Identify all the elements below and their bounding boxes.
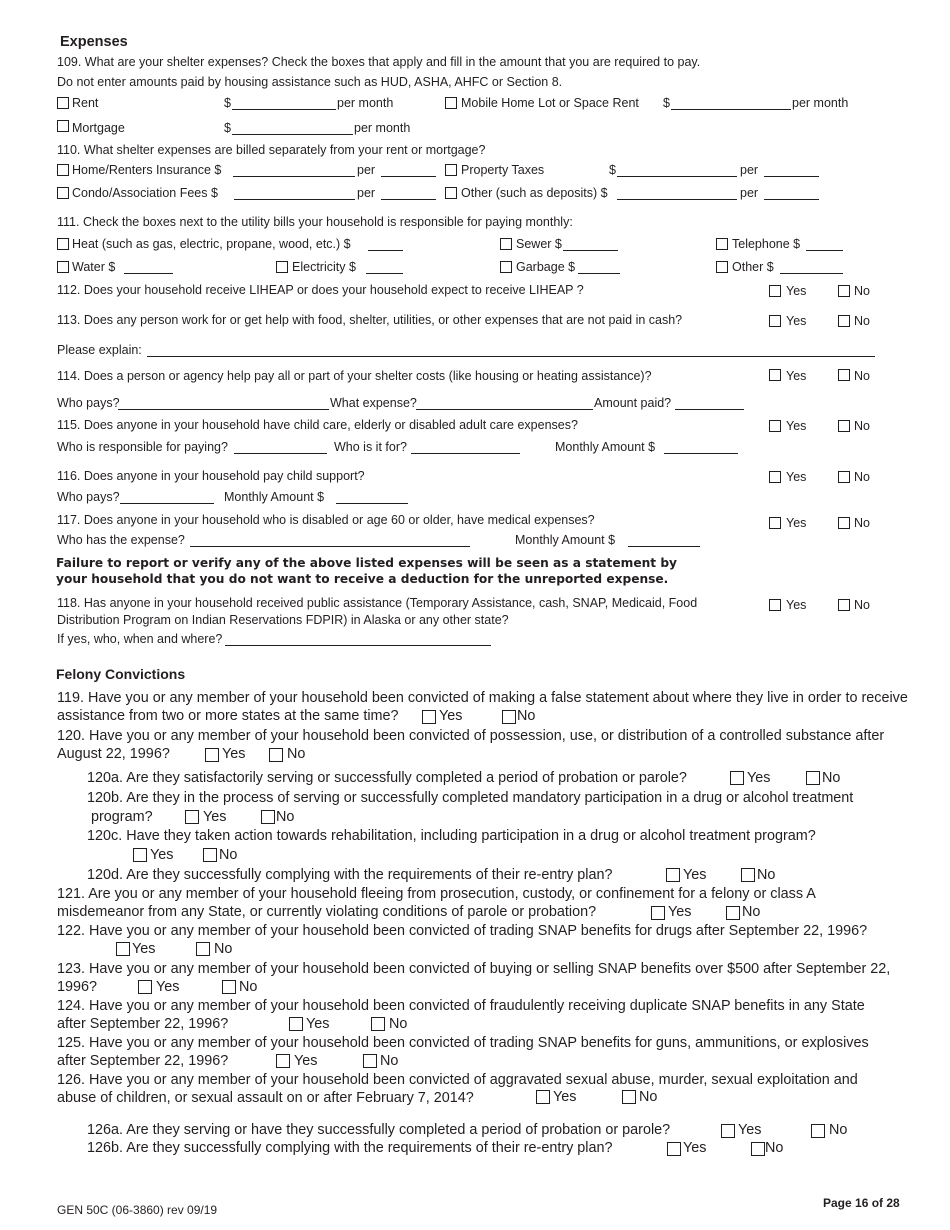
- q114-no-label: No: [854, 369, 870, 383]
- q120-no-checkbox[interactable]: [269, 748, 283, 762]
- q117-text: 117. Does anyone in your household who is disabled or age 60 or older, have medical expenses?: [57, 513, 595, 527]
- q115-monthly-amount-label: Monthly Amount $: [555, 440, 656, 454]
- q120-no-label: No: [287, 746, 306, 762]
- q117-yes-label: Yes: [786, 516, 807, 530]
- q120-text-line-1: 120. Have you or any member of your household been convicted of possession, use, or distribution of a controlled substance after: [57, 728, 885, 744]
- home-insurance-label: Home/Renters Insurance $: [72, 163, 222, 177]
- q120a-yes-label: Yes: [747, 770, 771, 786]
- property-taxes-dollar: $: [609, 163, 616, 177]
- q122-text: 122. Have you or any member of your household been convicted of trading SNAP benefits for drugs after September 22, 1996?: [57, 923, 868, 939]
- property-taxes-checkbox[interactable]: [445, 164, 457, 176]
- q124-text-line-1: 124. Have you or any member of your household been convicted of fraudulently receiving duplicate SNAP benefits in any State: [57, 998, 865, 1014]
- q115-no-label: No: [854, 419, 870, 433]
- section-heading-expenses: Expenses: [60, 34, 128, 50]
- q119-yes-label: Yes: [439, 708, 463, 724]
- q124-yes-checkbox[interactable]: [289, 1017, 303, 1031]
- q115-no-checkbox[interactable]: [838, 420, 850, 432]
- q117-who-has-expense-field[interactable]: [190, 546, 470, 547]
- q120c-yes-label: Yes: [150, 847, 174, 863]
- q120b-no-checkbox[interactable]: [261, 810, 275, 824]
- property-taxes-label: Property Taxes: [461, 163, 545, 177]
- q126b-yes-checkbox[interactable]: [667, 1142, 681, 1156]
- q114-amount-paid-label: Amount paid?: [594, 396, 672, 410]
- heat-amount-field[interactable]: [368, 250, 403, 251]
- q113-no-label: No: [854, 314, 870, 328]
- q117-yes-checkbox[interactable]: [769, 517, 781, 529]
- rent-dollar: $: [224, 96, 231, 110]
- q120-yes-checkbox[interactable]: [205, 748, 219, 762]
- sewer-checkbox[interactable]: [500, 238, 512, 250]
- q112-no-label: No: [854, 284, 870, 298]
- other-utility-amount-field[interactable]: [780, 273, 843, 274]
- q112-text: 112. Does your household receive LIHEAP or does your household expect to receive LIHEAP ?: [57, 283, 584, 297]
- q124-no-checkbox[interactable]: [371, 1017, 385, 1031]
- q120a-no-label: No: [822, 770, 841, 786]
- q116-who-pays-field[interactable]: [120, 503, 214, 504]
- q122-yes-label: Yes: [132, 941, 156, 957]
- q113-yes-label: Yes: [786, 314, 807, 328]
- mortgage-checkbox[interactable]: [57, 120, 69, 132]
- q126-no-checkbox[interactable]: [622, 1090, 636, 1104]
- q120d-no-label: No: [757, 867, 776, 883]
- q126-text-line-1: 126. Have you or any member of your household been convicted of aggravated sexual abuse, murder, sexual exploitation and: [57, 1072, 858, 1088]
- q117-no-label: No: [854, 516, 870, 530]
- q125-no-label: No: [380, 1053, 399, 1069]
- q118-text-line-2: Distribution Program on Indian Reservations FDPIR) in Alaska or any other state?: [57, 613, 509, 627]
- condo-fees-per-field[interactable]: [381, 199, 436, 200]
- q125-yes-checkbox[interactable]: [276, 1054, 290, 1068]
- q114-what-expense-field[interactable]: [416, 409, 593, 410]
- q124-yes-label: Yes: [306, 1016, 330, 1032]
- home-insurance-amount-field[interactable]: [233, 176, 355, 177]
- q120a-yes-checkbox[interactable]: [730, 771, 744, 785]
- water-label: Water $: [72, 260, 116, 274]
- home-insurance-per-field[interactable]: [381, 176, 436, 177]
- telephone-amount-field[interactable]: [806, 250, 843, 251]
- q116-who-pays-label: Who pays?: [57, 490, 120, 504]
- q126a-yes-label: Yes: [738, 1122, 762, 1138]
- condo-fees-checkbox[interactable]: [57, 187, 69, 199]
- q115-monthly-amount-field[interactable]: [664, 453, 738, 454]
- telephone-label: Telephone $: [732, 237, 801, 251]
- q123-yes-label: Yes: [156, 979, 180, 995]
- q126-no-label: No: [639, 1089, 658, 1105]
- q114-who-pays-label: Who pays?: [57, 396, 120, 410]
- q119-no-checkbox[interactable]: [502, 710, 516, 724]
- q126a-no-checkbox[interactable]: [811, 1124, 825, 1138]
- q112-yes-label: Yes: [786, 284, 807, 298]
- electricity-checkbox[interactable]: [276, 261, 288, 273]
- rent-per-month: per month: [337, 96, 394, 110]
- q116-yes-checkbox[interactable]: [769, 471, 781, 483]
- page-number: Page 16 of 28: [823, 1196, 900, 1210]
- property-taxes-amount-field[interactable]: [617, 176, 737, 177]
- q120b-yes-label: Yes: [203, 809, 227, 825]
- q119-text-line-1: 119. Have you or any member of your household been convicted of making a false statement about where they live in order to receive: [57, 690, 908, 706]
- q120-text-line-2: August 22, 1996?: [57, 746, 170, 762]
- q126a-text: 126a. Are they serving or have they successfully completed a period of probation or parole?: [87, 1122, 671, 1138]
- q126b-no-checkbox[interactable]: [751, 1142, 765, 1156]
- please-explain-field[interactable]: [147, 356, 875, 357]
- q120c-no-checkbox[interactable]: [203, 848, 217, 862]
- q125-yes-label: Yes: [294, 1053, 318, 1069]
- condo-fees-label: Condo/Association Fees $: [72, 186, 218, 200]
- q109-note: Do not enter amounts paid by housing assistance such as HUD, ASHA, AHFC or Section 8.: [57, 75, 563, 89]
- rent-checkbox[interactable]: [57, 97, 69, 109]
- other-utility-label: Other $: [732, 260, 774, 274]
- q114-what-expense-label: What expense?: [330, 396, 417, 410]
- q116-no-label: No: [854, 470, 870, 484]
- q126a-yes-checkbox[interactable]: [721, 1124, 735, 1138]
- electricity-label: Electricity $: [292, 260, 356, 274]
- warning-line-2: your household that you do not want to receive a deduction for the unreported expense.: [56, 572, 669, 586]
- q115-yes-label: Yes: [786, 419, 807, 433]
- home-insurance-per: per: [357, 163, 376, 177]
- q122-no-label: No: [214, 941, 233, 957]
- q116-monthly-amount-label: Monthly Amount $: [224, 490, 325, 504]
- q112-no-checkbox[interactable]: [838, 285, 850, 297]
- q126b-text: 126b. Are they successfully complying with the requirements of their re-entry plan?: [87, 1140, 613, 1156]
- mobile-home-amount-field[interactable]: [671, 109, 791, 110]
- q117-monthly-amount-label: Monthly Amount $: [515, 533, 616, 547]
- other-deposits-amount-field[interactable]: [617, 199, 737, 200]
- water-amount-field[interactable]: [124, 273, 173, 274]
- q115-who-responsible-label: Who is responsible for paying?: [57, 440, 228, 454]
- q118-yes-label: Yes: [786, 598, 807, 612]
- q123-text-line-1: 123. Have you or any member of your household been convicted of buying or selling SNAP benefits over $500 after September 22,: [57, 961, 891, 977]
- q114-yes-checkbox[interactable]: [769, 369, 781, 381]
- q114-text: 114. Does a person or agency help pay all or part of your shelter costs (like housing or heating assistance)?: [57, 369, 652, 383]
- other-deposits-checkbox[interactable]: [445, 187, 457, 199]
- form-id: GEN 50C (06-3860) rev 09/19: [57, 1203, 218, 1217]
- q118-who-when-where-label: If yes, who, when and where?: [57, 632, 223, 646]
- heat-label: Heat (such as gas, electric, propane, wood, etc.) $: [72, 237, 351, 251]
- q124-no-label: No: [389, 1016, 408, 1032]
- q123-yes-checkbox[interactable]: [138, 980, 152, 994]
- property-taxes-per-field[interactable]: [764, 176, 819, 177]
- q121-no-checkbox[interactable]: [726, 906, 740, 920]
- q120a-no-checkbox[interactable]: [806, 771, 820, 785]
- electricity-amount-field[interactable]: [366, 273, 403, 274]
- q110-text: 110. What shelter expenses are billed separately from your rent or mortgage?: [57, 143, 486, 157]
- q120d-yes-checkbox[interactable]: [666, 868, 680, 882]
- q120d-yes-label: Yes: [683, 867, 707, 883]
- q118-no-label: No: [854, 598, 870, 612]
- q119-no-label: No: [517, 708, 536, 724]
- q117-who-has-expense-label: Who has the expense?: [57, 533, 185, 547]
- q123-no-label: No: [239, 979, 258, 995]
- q120c-no-label: No: [219, 847, 238, 863]
- q113-text: 113. Does any person work for or get help with food, shelter, utilities, or other expenses that are not paid in cash?: [57, 313, 683, 327]
- q111-text: 111. Check the boxes next to the utility bills your household is responsible for paying monthly:: [57, 215, 573, 229]
- mobile-home-checkbox[interactable]: [445, 97, 457, 109]
- mortgage-dollar: $: [224, 121, 231, 135]
- q118-text-line-1: 118. Has anyone in your household received public assistance (Temporary Assistance, cash, SNAP, Medicaid, Food: [57, 596, 698, 610]
- mortgage-label: Mortgage: [72, 121, 125, 135]
- water-checkbox[interactable]: [57, 261, 69, 273]
- q120d-no-checkbox[interactable]: [741, 868, 755, 882]
- rent-amount-field[interactable]: [232, 109, 336, 110]
- q120b-yes-checkbox[interactable]: [185, 810, 199, 824]
- q121-yes-checkbox[interactable]: [651, 906, 665, 920]
- q122-yes-checkbox[interactable]: [116, 942, 130, 956]
- home-insurance-checkbox[interactable]: [57, 164, 69, 176]
- section-heading-felony-convictions: Felony Convictions: [56, 666, 186, 682]
- mortgage-per-month: per month: [354, 121, 411, 135]
- mobile-home-label: Mobile Home Lot or Space Rent: [461, 96, 639, 110]
- q125-text-line-2: after September 22, 1996?: [57, 1053, 229, 1069]
- q122-no-checkbox[interactable]: [196, 942, 210, 956]
- q121-yes-label: Yes: [668, 904, 692, 920]
- q113-no-checkbox[interactable]: [838, 315, 850, 327]
- q126b-no-label: No: [765, 1140, 784, 1156]
- q120-yes-label: Yes: [222, 746, 246, 762]
- q121-no-label: No: [742, 904, 761, 920]
- garbage-label: Garbage $: [516, 260, 576, 274]
- other-utility-checkbox[interactable]: [716, 261, 728, 273]
- q114-amount-paid-field[interactable]: [675, 409, 744, 410]
- q125-text-line-1: 125. Have you or any member of your household been convicted of trading SNAP benefits for guns, ammunitions, or explosives: [57, 1035, 869, 1051]
- garbage-checkbox[interactable]: [500, 261, 512, 273]
- property-taxes-per: per: [740, 163, 759, 177]
- q118-no-checkbox[interactable]: [838, 599, 850, 611]
- q118-yes-checkbox[interactable]: [769, 599, 781, 611]
- q120b-text-line-1: 120b. Are they in the process of serving or successfully completed mandatory participation in a drug or alcohol treatment: [87, 790, 854, 806]
- sewer-amount-field[interactable]: [563, 250, 618, 251]
- mobile-home-dollar: $: [663, 96, 670, 110]
- q126-yes-checkbox[interactable]: [536, 1090, 550, 1104]
- condo-fees-amount-field[interactable]: [234, 199, 355, 200]
- rent-label: Rent: [72, 96, 99, 110]
- q123-text-line-2: 1996?: [57, 979, 98, 995]
- q119-text-line-2: assistance from two or more states at the same time?: [57, 708, 399, 724]
- q117-no-checkbox[interactable]: [838, 517, 850, 529]
- q113-yes-checkbox[interactable]: [769, 315, 781, 327]
- other-deposits-per-field[interactable]: [764, 199, 819, 200]
- q112-yes-checkbox[interactable]: [769, 285, 781, 297]
- q123-no-checkbox[interactable]: [222, 980, 236, 994]
- q116-monthly-amount-field[interactable]: [336, 503, 408, 504]
- q115-yes-checkbox[interactable]: [769, 420, 781, 432]
- q121-text-line-1: 121. Are you or any member of your household fleeing from prosecution, custody, or confinement for a felony or class A: [57, 886, 816, 902]
- q117-monthly-amount-field[interactable]: [628, 546, 700, 547]
- q120b-text-line-2: program?: [91, 809, 153, 825]
- q126-yes-label: Yes: [553, 1089, 577, 1105]
- sewer-label: Sewer $: [516, 237, 562, 251]
- mobile-home-per-month: per month: [792, 96, 849, 110]
- q126-text-line-2: abuse of children, or sexual assault on or after February 7, 2014?: [57, 1090, 474, 1106]
- mortgage-amount-field[interactable]: [232, 134, 353, 135]
- q118-who-when-where-field[interactable]: [225, 645, 491, 646]
- q125-no-checkbox[interactable]: [363, 1054, 377, 1068]
- condo-fees-per: per: [357, 186, 376, 200]
- other-deposits-label: Other (such as deposits) $: [461, 186, 608, 200]
- q120b-no-label: No: [276, 809, 295, 825]
- q126a-no-label: No: [829, 1122, 848, 1138]
- q114-yes-label: Yes: [786, 369, 807, 383]
- other-deposits-per: per: [740, 186, 759, 200]
- garbage-amount-field[interactable]: [578, 273, 620, 274]
- q114-who-pays-field[interactable]: [118, 409, 329, 410]
- q114-no-checkbox[interactable]: [838, 369, 850, 381]
- q116-text: 116. Does anyone in your household pay child support?: [57, 469, 365, 483]
- q121-text-line-2: misdemeanor from any State, or currently violating conditions of parole or probation?: [57, 904, 597, 920]
- q109-text: 109. What are your shelter expenses? Check the boxes that apply and fill in the amount that you are required to pay.: [57, 55, 701, 69]
- q115-who-for-label: Who is it for?: [334, 440, 407, 454]
- q120c-text: 120c. Have they taken action towards rehabilitation, including participation in a drug or alcohol treatment program?: [87, 828, 816, 844]
- q115-text: 115. Does anyone in your household have child care, elderly or disabled adult care expenses?: [57, 418, 578, 432]
- q120c-yes-checkbox[interactable]: [133, 848, 147, 862]
- q116-yes-label: Yes: [786, 470, 807, 484]
- q120a-text: 120a. Are they satisfactorily serving or successfully completed a period of probation or parole?: [87, 770, 687, 786]
- q115-who-for-field[interactable]: [411, 453, 520, 454]
- please-explain-label: Please explain:: [57, 343, 142, 357]
- q116-no-checkbox[interactable]: [838, 471, 850, 483]
- q119-yes-checkbox[interactable]: [422, 710, 436, 724]
- q115-who-responsible-field[interactable]: [234, 453, 327, 454]
- warning-line-1: Failure to report or verify any of the above listed expenses will be seen as a statement by: [56, 556, 678, 570]
- q124-text-line-2: after September 22, 1996?: [57, 1016, 229, 1032]
- heat-checkbox[interactable]: [57, 238, 69, 250]
- telephone-checkbox[interactable]: [716, 238, 728, 250]
- q120d-text: 120d. Are they successfully complying with the requirements of their re-entry plan?: [87, 867, 613, 883]
- q126b-yes-label: Yes: [683, 1140, 707, 1156]
